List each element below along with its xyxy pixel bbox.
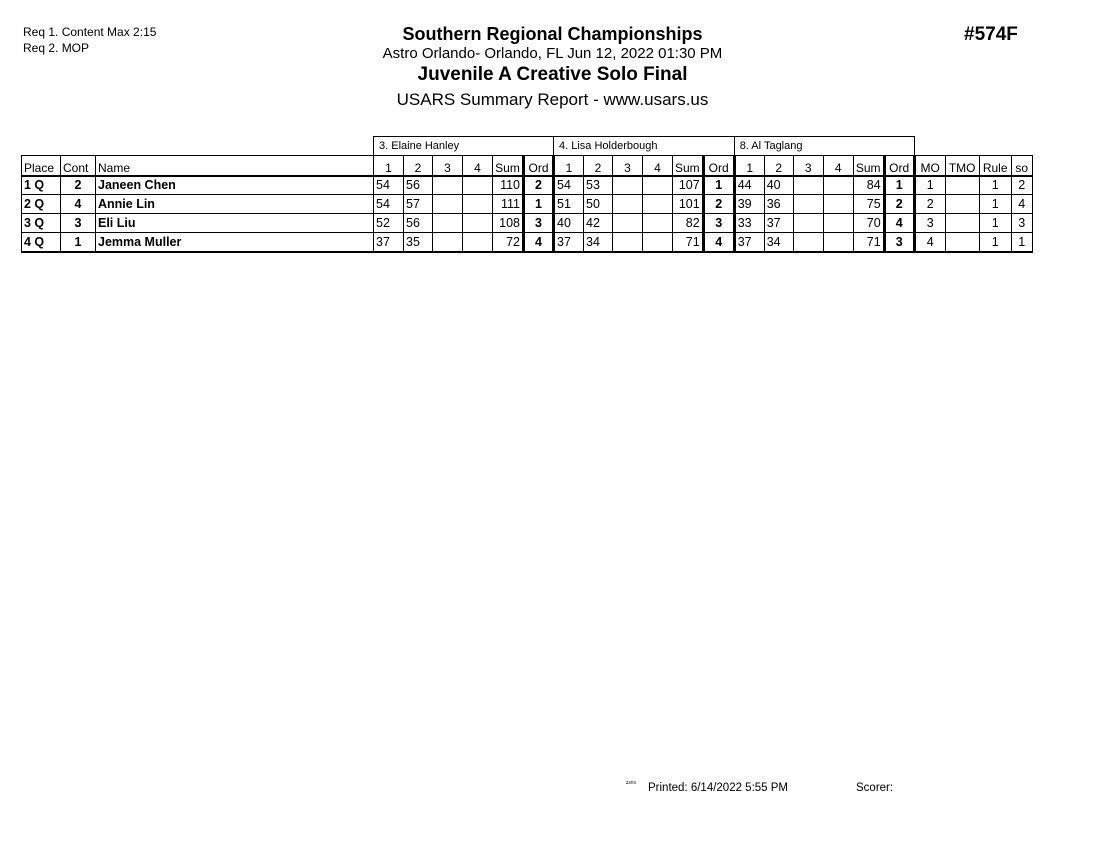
requirement-2: Req 2. MOP [23, 41, 90, 55]
score-cell [463, 214, 493, 233]
name-cell: Janeen Chen [96, 176, 374, 195]
rule-cell: 1 [979, 233, 1011, 252]
col-header-score3: 3 [613, 156, 643, 176]
score-cell: 40 [764, 176, 793, 195]
score-cell: 54 [554, 176, 584, 195]
cont-cell: 1 [61, 233, 96, 252]
score-cell: 40 [554, 214, 584, 233]
tmo-cell [945, 233, 979, 252]
sum-cell: 75 [853, 195, 884, 214]
score-cell [433, 233, 463, 252]
col-header-score3: 3 [793, 156, 823, 176]
score-cell: 34 [584, 233, 613, 252]
cont-cell: 3 [61, 214, 96, 233]
score-cell: 52 [374, 214, 404, 233]
so-cell: 2 [1011, 176, 1032, 195]
score-cell [823, 233, 853, 252]
col-header-score1: 1 [734, 156, 764, 176]
col-header-name: Name [96, 156, 374, 176]
score-cell [613, 195, 643, 214]
score-cell: 51 [554, 195, 584, 214]
col-header-score2: 2 [404, 156, 433, 176]
score-cell: 35 [404, 233, 433, 252]
judge-header: 8. Al Taglang [734, 137, 914, 156]
table-row [22, 176, 1033, 195]
score-cell [793, 233, 823, 252]
rule-cell: 1 [979, 176, 1011, 195]
score-cell [433, 176, 463, 195]
col-header-score3: 3 [433, 156, 463, 176]
score-cell: 36 [764, 195, 793, 214]
mo-cell: 3 [914, 214, 945, 233]
score-cell: 42 [584, 214, 613, 233]
sum-cell: 71 [673, 233, 704, 252]
event-number: #574F [964, 24, 1018, 45]
ord-cell: 2 [524, 176, 554, 195]
score-cell: 37 [374, 233, 404, 252]
col-header-so: so [1011, 156, 1032, 176]
score-cell [793, 195, 823, 214]
footer-code: ²³⁰³ [626, 781, 636, 788]
score-cell: 44 [734, 176, 764, 195]
sum-cell: 101 [673, 195, 704, 214]
report-title: USARS Summary Report - www.usars.us [396, 90, 709, 109]
ord-cell: 4 [884, 214, 914, 233]
table-row [22, 233, 1033, 252]
col-header-score4: 4 [823, 156, 853, 176]
sum-cell: 84 [853, 176, 884, 195]
tmo-cell [945, 176, 979, 195]
sum-cell: 107 [673, 176, 704, 195]
col-header-ord: Ord [703, 156, 734, 176]
mo-cell: 2 [914, 195, 945, 214]
sum-cell: 82 [673, 214, 704, 233]
sum-cell: 111 [493, 195, 524, 214]
so-cell: 1 [1011, 233, 1032, 252]
score-cell: 54 [374, 195, 404, 214]
score-cell: 56 [404, 214, 433, 233]
col-header-score2: 2 [584, 156, 613, 176]
sum-cell: 72 [493, 233, 524, 252]
so-cell: 3 [1011, 214, 1032, 233]
col-header-sum: Sum [853, 156, 884, 176]
col-header-score2: 2 [764, 156, 793, 176]
score-cell: 33 [734, 214, 764, 233]
ord-cell: 4 [703, 233, 734, 252]
so-cell: 4 [1011, 195, 1032, 214]
score-cell [433, 195, 463, 214]
event-title: Juvenile A Creative Solo Final [417, 64, 688, 85]
competition-title: Southern Regional Championships [402, 24, 703, 44]
score-cell [823, 195, 853, 214]
place-cell: 1 Q [22, 176, 61, 195]
tmo-cell [945, 195, 979, 214]
place-cell: 2 Q [22, 195, 61, 214]
col-header-cont: Cont [61, 156, 96, 176]
ord-cell: 3 [703, 214, 734, 233]
rule-cell: 1 [979, 195, 1011, 214]
rule-cell: 1 [979, 214, 1011, 233]
col-header-tmo: TMO [945, 156, 979, 176]
score-cell [793, 214, 823, 233]
score-cell [463, 233, 493, 252]
place-cell: 3 Q [22, 214, 61, 233]
score-cell: 37 [764, 214, 793, 233]
ord-cell: 1 [703, 176, 734, 195]
sum-cell: 70 [853, 214, 884, 233]
score-cell [433, 214, 463, 233]
score-cell [463, 195, 493, 214]
score-cell [613, 176, 643, 195]
score-cell [643, 195, 673, 214]
sum-cell: 110 [493, 176, 524, 195]
cont-cell: 4 [61, 195, 96, 214]
col-header-ord: Ord [884, 156, 914, 176]
place-cell: 4 Q [22, 233, 61, 252]
score-cell: 54 [374, 176, 404, 195]
results-table [21, 136, 1033, 253]
score-cell [613, 214, 643, 233]
tmo-cell [945, 214, 979, 233]
cont-cell: 2 [61, 176, 96, 195]
score-cell: 37 [554, 233, 584, 252]
col-header-place: Place [22, 156, 61, 176]
table-row [22, 214, 1033, 233]
col-header-score1: 1 [554, 156, 584, 176]
ord-cell: 1 [884, 176, 914, 195]
venue-date: Astro Orlando- Orlando, FL Jun 12, 2022 01:30 PM [382, 45, 723, 62]
score-cell [823, 214, 853, 233]
ord-cell: 2 [884, 195, 914, 214]
printed-date: Printed: 6/14/2022 5:55 PM [648, 782, 789, 794]
ord-cell: 3 [884, 233, 914, 252]
requirement-1: Req 1. Content Max 2:15 [23, 25, 157, 39]
score-cell [463, 176, 493, 195]
score-cell: 57 [404, 195, 433, 214]
table-row [22, 195, 1033, 214]
col-header-mo: MO [914, 156, 945, 176]
sum-cell: 108 [493, 214, 524, 233]
score-cell [613, 233, 643, 252]
score-cell: 50 [584, 195, 613, 214]
col-header-score4: 4 [463, 156, 493, 176]
score-cell: 39 [734, 195, 764, 214]
name-cell: Jemma Muller [96, 233, 374, 252]
score-cell [823, 176, 853, 195]
mo-cell: 1 [914, 176, 945, 195]
col-header-sum: Sum [673, 156, 704, 176]
score-cell: 34 [764, 233, 793, 252]
name-cell: Annie Lin [96, 195, 374, 214]
col-header-score1: 1 [374, 156, 404, 176]
col-header-ord: Ord [524, 156, 554, 176]
scorer-label: Scorer: [856, 782, 894, 794]
col-header-score4: 4 [643, 156, 673, 176]
ord-cell: 2 [703, 195, 734, 214]
score-cell [793, 176, 823, 195]
col-header-rule: Rule [979, 156, 1011, 176]
score-cell: 53 [584, 176, 613, 195]
mo-cell: 4 [914, 233, 945, 252]
score-cell: 56 [404, 176, 433, 195]
score-cell: 37 [734, 233, 764, 252]
col-header-sum: Sum [493, 156, 524, 176]
ord-cell: 1 [524, 195, 554, 214]
score-cell [643, 214, 673, 233]
judge-header: 3. Elaine Hanley [374, 137, 554, 156]
score-cell [643, 176, 673, 195]
ord-cell: 3 [524, 214, 554, 233]
sum-cell: 71 [853, 233, 884, 252]
score-cell [643, 233, 673, 252]
ord-cell: 4 [524, 233, 554, 252]
judge-header: 4. Lisa Holderbough [554, 137, 735, 156]
name-cell: Eli Liu [96, 214, 374, 233]
